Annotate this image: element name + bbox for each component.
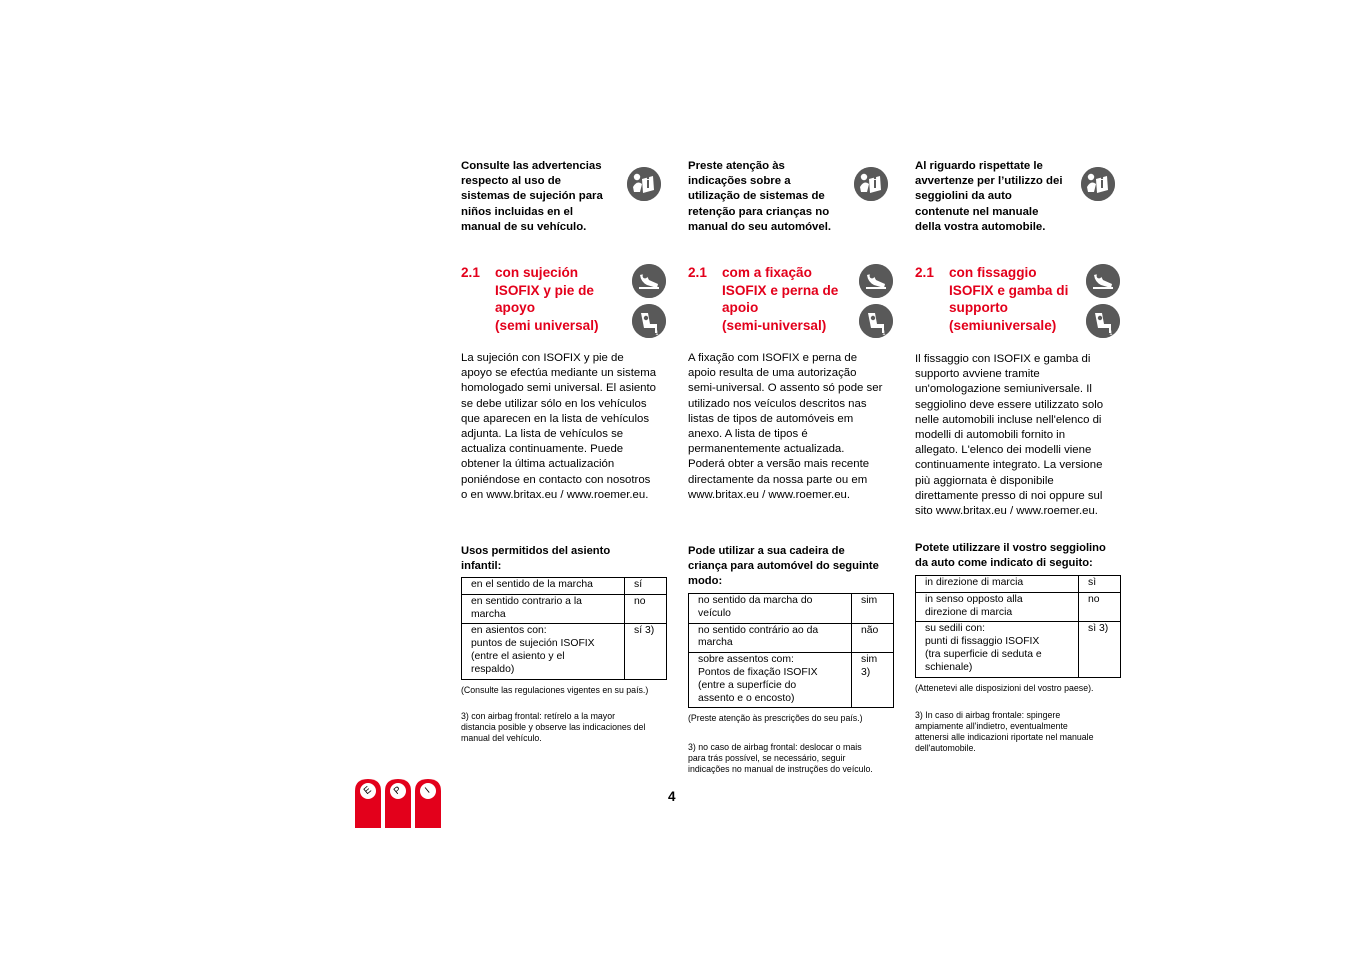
- language-tab-portuguese[interactable]: [385, 779, 411, 828]
- use-label: no sentido contrário ao da marcha: [689, 623, 852, 653]
- page-number: 4: [668, 789, 676, 804]
- airbag-footnote: 3) no caso de airbag frontal: deslocar o mais para trás possível, se necessário, seguir indicações no manual de instruções do veículo.: [688, 742, 873, 774]
- use-value: no: [1079, 592, 1121, 622]
- isofix-seat-icon: [1086, 264, 1120, 298]
- isofix-seat-icon: [632, 264, 666, 298]
- section-title: con fissaggio ISOFIX e gamba di supporto (semiuniversale): [949, 265, 1069, 334]
- regulations-note: (Preste atenção às prescrições do seu país.): [688, 713, 863, 723]
- use-label: en sentido contrario a la marcha: [462, 594, 625, 624]
- use-value: sì 3): [1079, 622, 1121, 677]
- language-tab-italian[interactable]: [415, 779, 441, 828]
- airbag-footnote: 3) con airbag frontal: retírelo a la mayor distancia posible y observe las indicaciones del manual del vehículo.: [461, 711, 646, 743]
- use-label: su sedili con: punti di fissaggio ISOFIX (tra superficie di seduta e schienale): [916, 622, 1079, 677]
- use-value: não: [852, 623, 894, 653]
- use-label: sobre assentos com: Pontos de fixação ISOFIX (entre a superfície do assento e o encosto): [689, 653, 852, 708]
- section-body: A fixação com ISOFIX e perna de apoio resulta de uma autorização semi-universal. O assento só pode ser utilizado nos veículos descritos nas listas de tipos de automóveis em anexo. A lista de tipos é permanentemente actualizada. Poderá obter a versão mais recente directamente da nossa parte ou em www.britax.eu / www.roemer.eu.: [688, 352, 883, 501]
- uses-table: [915, 575, 1121, 678]
- use-label: in direzione di marcia: [916, 576, 1079, 593]
- language-letter: P: [391, 784, 404, 797]
- svg-text:1: 1: [882, 330, 886, 337]
- table-row: [916, 592, 1121, 622]
- table-row: [916, 622, 1121, 677]
- warning-text: Consulte las advertencias respecto al uso de sistemas de sujeción para niños incluidas en el manual de su vehículo.: [461, 160, 603, 233]
- section-body: La sujeción con ISOFIX y pie de apoyo se efectúa mediante un sistema homologado semi universal. El asiento se debe utilizar sólo en los vehículos que aparecen en la lista de vehículos adjunta. La lista de vehículos se actualiza continuamente. Puede obtener la última actualización poniéndose en contacto con nosotros o en www.britax.eu / www.roemer.eu.: [461, 352, 657, 501]
- section-number: 2.1: [915, 265, 934, 280]
- table-row: [462, 624, 667, 679]
- language-letter: E: [361, 784, 374, 797]
- section-number: 2.1: [688, 265, 707, 280]
- use-value: no: [625, 594, 667, 624]
- isofix-seat-icon: [859, 264, 893, 298]
- uses-title: Usos permitidos del asiento infantil:: [461, 545, 611, 573]
- use-value: sim 3): [852, 653, 894, 708]
- uses-table: [688, 593, 894, 708]
- section-number: 2.1: [461, 265, 480, 280]
- regulations-note: (Consulte las regulaciones vigentes en su país.): [461, 685, 649, 695]
- support-leg-seat-icon: [1086, 304, 1120, 338]
- table-row: [916, 576, 1121, 593]
- section-title: com a fixação ISOFIX e perna de apoio (semi-universal): [722, 265, 839, 334]
- warning-text: Al riguardo rispettate le avvertenze per l’utilizzo dei seggiolini da auto contenute nel manuale della vostra automobile.: [915, 160, 1063, 233]
- manual-info-icon: [1081, 167, 1115, 201]
- section-title: con sujeción ISOFIX y pie de apoyo (semi universal): [495, 265, 599, 334]
- language-tab-spanish[interactable]: [355, 779, 381, 828]
- table-row: [689, 623, 894, 653]
- use-value: sim: [852, 594, 894, 624]
- manual-info-icon: [854, 167, 888, 201]
- use-label: en el sentido de la marcha: [462, 578, 625, 595]
- uses-title: Pode utilizar a sua cadeira de criança para automóvel do seguinte modo:: [688, 545, 879, 588]
- table-row: [689, 594, 894, 624]
- airbag-footnote: 3) In caso di airbag frontale: spingere ampiamente all'indietro, eventualmente attenersi alle indicazioni riportate nel manuale dell'automobile.: [915, 710, 1094, 753]
- table-row: [462, 578, 667, 595]
- language-letter: I: [423, 785, 433, 796]
- uses-table: [461, 577, 667, 680]
- use-label: en asientos con: puntos de sujeción ISOFIX (entre el asiento y el respaldo): [462, 624, 625, 679]
- table-row: [689, 653, 894, 708]
- regulations-note: (Attenetevi alle disposizioni del vostro paese).: [915, 683, 1094, 693]
- warning-text: Preste atenção às indicações sobre a utilização de sistemas de retenção para crianças no manual do seu automóvel.: [688, 160, 832, 233]
- use-label: in senso opposto alla direzione di marcia: [916, 592, 1079, 622]
- use-label: no sentido da marcha do veículo: [689, 594, 852, 624]
- support-leg-seat-icon: [859, 304, 893, 338]
- use-value: sì: [1079, 576, 1121, 593]
- svg-text:1: 1: [655, 330, 659, 337]
- manual-info-icon: [627, 167, 661, 201]
- table-row: [462, 594, 667, 624]
- svg-text:1: 1: [1109, 330, 1113, 337]
- use-value: sí: [625, 578, 667, 595]
- uses-title: Potete utilizzare il vostro seggiolino da auto come indicato di seguito:: [915, 542, 1106, 570]
- use-value: sí 3): [625, 624, 667, 679]
- language-tabs: [355, 779, 441, 828]
- support-leg-seat-icon: [632, 304, 666, 338]
- section-body: Il fissaggio con ISOFIX e gamba di supporto avviene tramite un'omologazione semiuniversale. Il seggiolino deve essere utilizzato solo nelle automobili incluse nell'elenco di modelli di automobili fornito in allegato. L'elenco dei modelli viene continuamente integrato. La versione più aggiornata è disponibile direttamente presso di noi oppure sul sito www.britax.eu / www.roemer.eu.: [915, 353, 1104, 518]
